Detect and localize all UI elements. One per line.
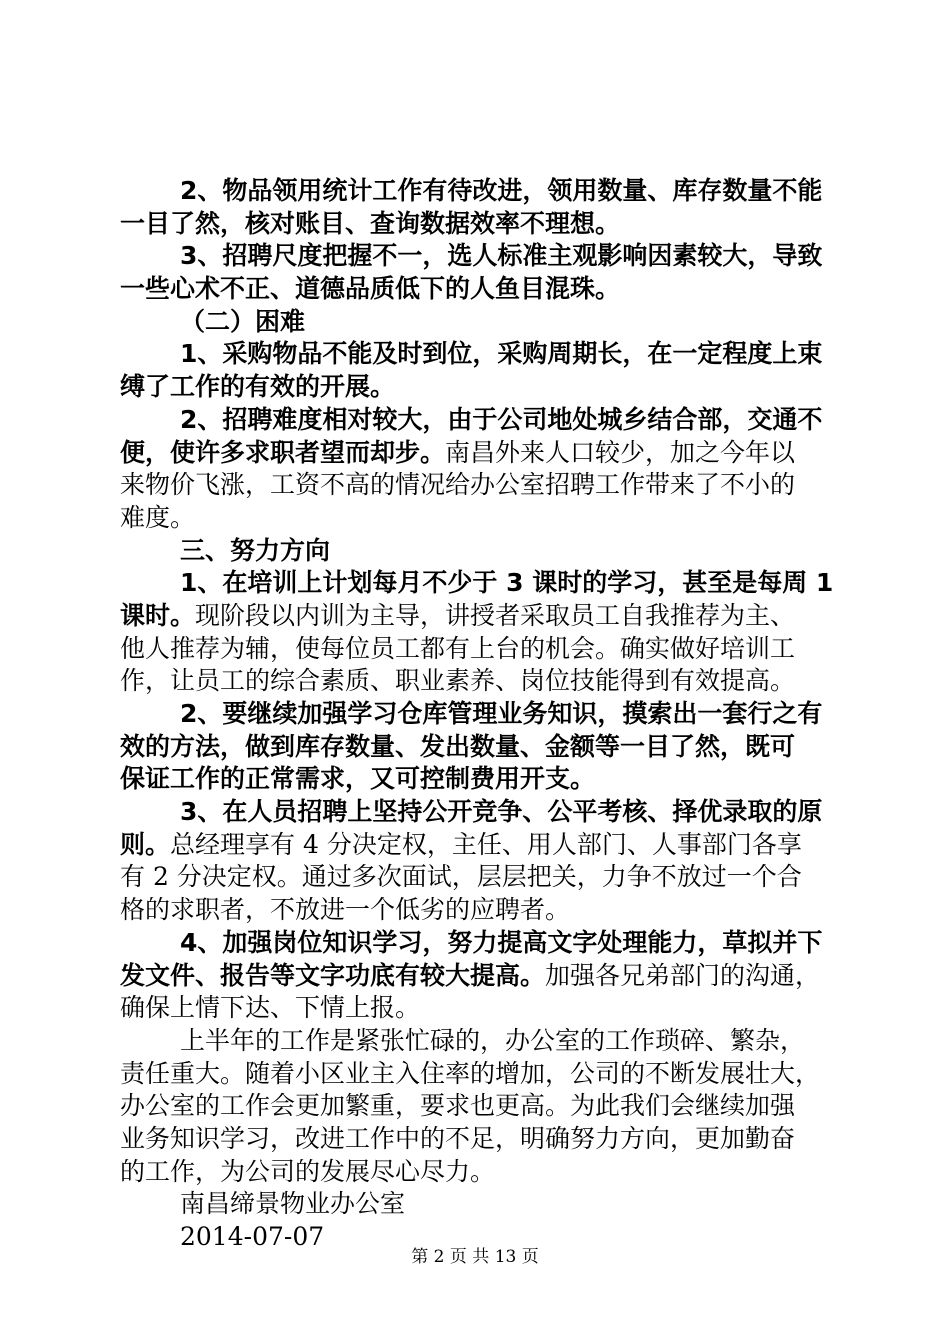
text-line	[120, 829, 840, 862]
text-run: 的工作，为公司的发展尽心尽力。	[120, 1156, 496, 1186]
text-line	[120, 469, 840, 502]
bold-text-run: 3、招聘尺度把握不一，选人标准主观影响因素较大，导致	[180, 241, 823, 271]
paragraph	[120, 698, 840, 796]
text-run: 责任重大。随着小区业主入住率的增加，公司的不断发展壮大，	[120, 1058, 821, 1088]
paragraph	[120, 796, 840, 927]
text-line	[120, 502, 840, 535]
text-line	[120, 894, 840, 927]
bold-text-run: 1、在培训上计划每月不少于 3 课时的学习，甚至是每周 1	[180, 568, 834, 598]
text-line	[120, 273, 840, 306]
bold-text-run: 1、采购物品不能及时到位，采购周期长，在一定程度上束	[180, 339, 823, 369]
bold-text-run: 一些心术不正、道德品质低下的人鱼目混珠。	[120, 274, 621, 304]
text-line	[120, 1090, 840, 1123]
paragraph	[120, 338, 840, 403]
paragraph	[120, 175, 840, 240]
bold-text-run: 课时。	[120, 600, 196, 630]
paragraph	[120, 567, 840, 698]
text-line	[120, 567, 840, 600]
bold-text-run: 3、在人员招聘上坚持公开竞争、公平考核、择优录取的原	[180, 797, 823, 827]
text-line	[120, 763, 840, 796]
text-line	[120, 796, 840, 829]
text-line	[120, 600, 840, 633]
text-line	[120, 861, 840, 894]
text-line	[120, 633, 840, 666]
text-run: 确保上情下达、下情上报。	[120, 993, 421, 1023]
paragraph	[120, 404, 840, 535]
document-body	[120, 175, 840, 1254]
text-line	[120, 1025, 840, 1058]
text-run: 来物价飞涨，工资不高的情况给办公室招聘工作带来了不小的	[120, 470, 796, 500]
text-run: 南昌缔景物业办公室	[180, 1189, 406, 1219]
text-line	[120, 371, 840, 404]
text-line	[120, 1123, 840, 1156]
paragraph	[120, 927, 840, 1025]
bold-text-run: 2、物品领用统计工作有待改进，领用数量、库存数量不能	[180, 176, 823, 205]
text-run: 作，让员工的综合素质、职业素养、岗位技能得到有效提高。	[120, 666, 796, 696]
text-line	[120, 992, 840, 1025]
text-line	[120, 306, 840, 339]
text-line	[120, 1058, 840, 1091]
paragraph	[120, 240, 840, 305]
bold-text-run: 一目了然，核对账目、查询数据效率不理想。	[120, 208, 621, 238]
text-run: 现阶段以内训为主导，讲授者采取员工自我推荐为主、	[195, 600, 796, 630]
bold-text-run: 保证工作的正常需求，又可控制费用开支。	[120, 764, 596, 794]
text-line	[120, 960, 840, 993]
text-run: 加强各兄弟部门的沟通，	[545, 960, 821, 990]
text-run: 他人推荐为辅，使每位员工都有上台的机会。确实做好培训工	[120, 633, 796, 663]
text-run: 总经理享有 4 分决定权，主任、用人部门、人事部门各享	[170, 829, 802, 859]
text-line	[120, 208, 840, 241]
paragraph	[120, 1025, 840, 1188]
bold-text-run: 则。	[120, 829, 171, 859]
text-run: 有 2 分决定权。通过多次面试，层层把关，力争不放过一个合	[120, 862, 802, 892]
text-run: 难度。	[120, 502, 196, 532]
page-footer: 第 2 页 共 13 页	[411, 1247, 539, 1267]
text-run: 2014-07-07	[180, 1222, 325, 1251]
paragraph	[120, 1188, 840, 1221]
text-line	[120, 1156, 840, 1189]
bold-text-run: 效的方法，做到库存数量、发出数量、金额等一目了然，既可	[120, 731, 796, 761]
bold-text-run: 2、招聘难度相对较大，由于公司地处城乡结合部，交通不	[180, 404, 823, 434]
text-line	[120, 338, 840, 371]
bold-text-run: 2、要继续加强学习仓库管理业务知识，摸索出一套行之有	[180, 699, 823, 728]
bold-text-run: （二）困难	[180, 306, 306, 336]
text-line	[120, 535, 840, 568]
bold-text-run: 便，使许多求职者望而却步。	[120, 437, 446, 467]
text-line	[120, 175, 840, 208]
text-line	[120, 665, 840, 698]
text-line	[120, 437, 840, 470]
text-run: 格的求职者，不放进一个低劣的应聘者。	[120, 895, 571, 925]
text-run: 办公室的工作会更加繁重，要求也更高。为此我们会继续加强	[120, 1091, 796, 1121]
text-run: 南昌外来人口较少，加之今年以	[445, 437, 796, 467]
text-line	[120, 927, 840, 960]
bold-text-run: 缚了工作的有效的开展。	[120, 372, 396, 402]
bold-text-run: 4、加强岗位知识学习，努力提高文字处理能力，草拟并下	[180, 927, 823, 957]
text-line	[120, 698, 840, 731]
text-run: 上半年的工作是紧张忙碌的，办公室的工作琐碎、繁杂，	[180, 1025, 806, 1055]
text-line	[120, 404, 840, 437]
text-line	[120, 1188, 840, 1221]
paragraph	[120, 535, 840, 568]
paragraph	[120, 306, 840, 339]
bold-text-run: 发文件、报告等文字功底有较大提高。	[120, 960, 546, 990]
text-line	[120, 731, 840, 764]
text-line	[120, 240, 840, 273]
bold-text-run: 三、努力方向	[180, 535, 331, 565]
text-run: 业务知识学习，改进工作中的不足，明确努力方向，更加勤奋	[120, 1123, 796, 1153]
